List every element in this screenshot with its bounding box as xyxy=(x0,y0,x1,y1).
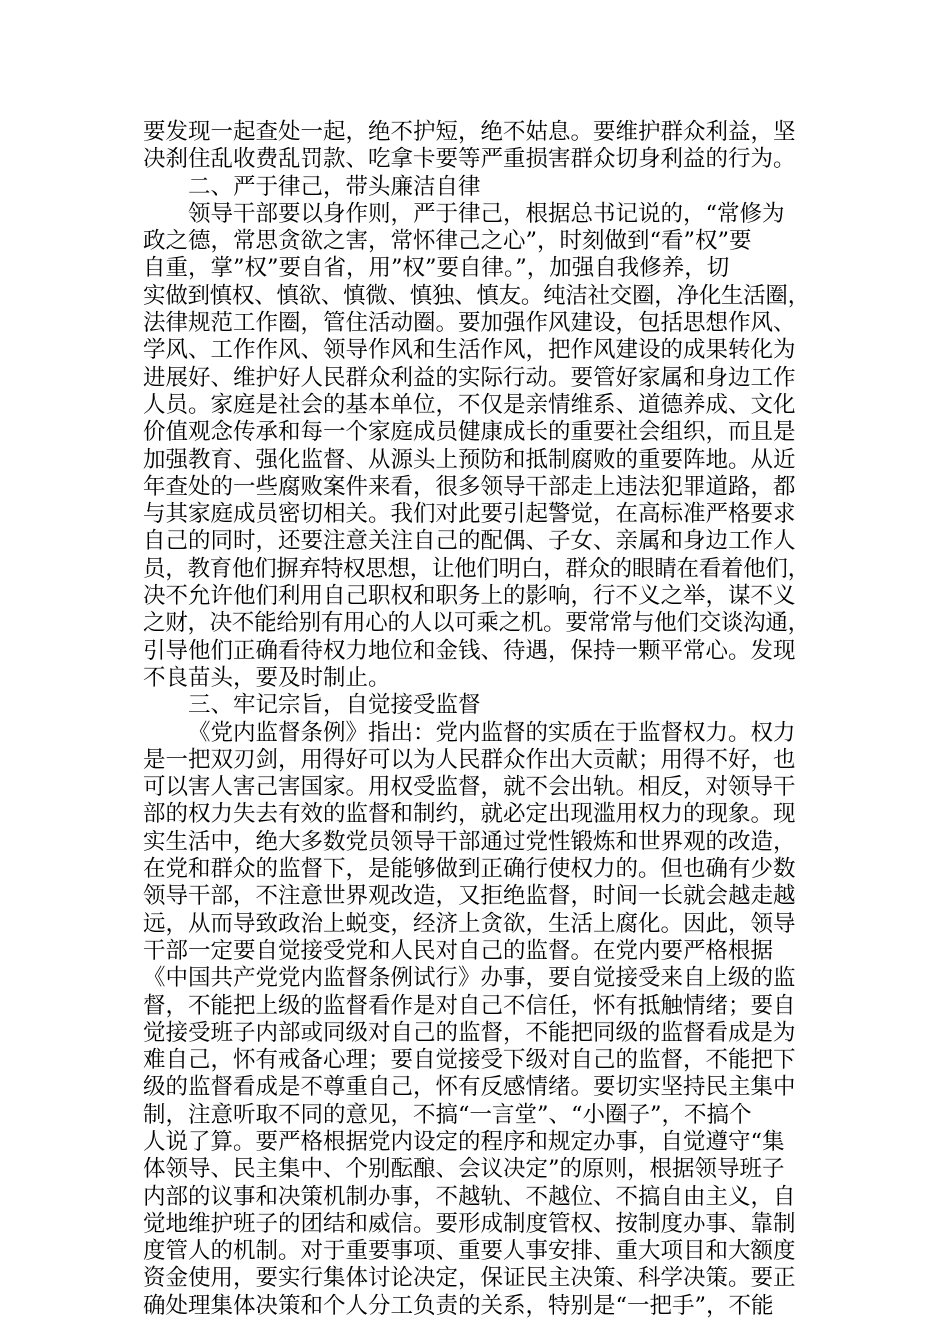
text-line: 在党和群众的监督下，是能够做到正确行使权力的。但也确有少数 xyxy=(143,856,796,883)
text-line: 自己的同时，还要注意关注自己的配偶、子女、亲属和身边工作人 xyxy=(143,528,796,555)
text-line: 体领导、民主集中、个别酝酿、会议决定”的原则，根据领导班子 xyxy=(143,1156,785,1183)
text-line: 员，教育他们摒弃特权思想，让他们明白，群众的眼睛在看着他们， xyxy=(143,555,810,582)
text-line: 领导干部要以身作则，严于律己，根据总书记说的，“常修为 xyxy=(188,200,785,227)
text-line: 决刹住乱收费乱罚款、吃拿卡要等严重损害群众切身利益的行为。 xyxy=(143,146,796,173)
text-line: 《党内监督条例》指出：党内监督的实质在于监督权力。权力 xyxy=(188,719,796,746)
text-line: 不良苗头，要及时制止。 xyxy=(143,664,391,691)
text-line: 法律规范工作圈，管住活动圈。要加强作风建设，包括思想作风、 xyxy=(143,310,796,337)
text-line: 之财，决不能给别有用心的人以可乘之机。要常常与他们交谈沟通， xyxy=(143,610,810,637)
text-line: 觉接受班子内部或同级对自己的监督，不能把同级的监督看成是为 xyxy=(143,1019,796,1046)
text-line: 与其家庭成员密切相关。我们对此要引起警觉，在高标准严格要求 xyxy=(143,501,796,528)
text-line: 部的权力失去有效的监督和制约，就必定出现滥用权力的现象。现 xyxy=(143,801,796,828)
text-line: 远，从而导致政治上蜕变，经济上贪欲，生活上腐化。因此，领导 xyxy=(143,910,796,937)
document-body xyxy=(143,119,813,1320)
text-line: 实做到慎权、慎欲、慎微、慎独、慎友。纯洁社交圈，净化生活圈， xyxy=(143,282,810,309)
text-line: 督，不能把上级的监督看作是对自己不信任，怀有抵触情绪；要自 xyxy=(143,992,796,1019)
text-line: 级的监督看成是不尊重自己，怀有反感情绪。要切实坚持民主集中 xyxy=(143,1074,796,1101)
text-line: 加强教育、强化监督、从源头上预防和抵制腐败的重要阵地。从近 xyxy=(143,446,796,473)
text-line: 进展好、维护好人民群众利益的实际行动。要管好家属和身边工作 xyxy=(143,364,796,391)
text-line: 要发现一起查处一起，绝不护短，绝不姑息。要维护群众利益，坚 xyxy=(143,119,796,145)
text-line: 确处理集体决策和个人分工负责的关系，特别是“一把手”，不能 xyxy=(143,1292,774,1319)
text-line: 学风、工作作风、领导作风和生活作风，把作风建设的成果转化为 xyxy=(143,337,796,364)
section-heading: 二、严于律己，带头廉洁自律 xyxy=(188,173,481,200)
text-line: 干部一定要自觉接受党和人民对自己的监督。在党内要严格根据 xyxy=(143,937,774,964)
text-line: 觉地维护班子的团结和威信。要形成制度管权、按制度办事、靠制 xyxy=(143,1210,796,1237)
text-line: 资金使用，要实行集体讨论决定，保证民主决策、科学决策。要正 xyxy=(143,1265,796,1292)
text-line: 度管人的机制。对于重要事项、重要人事安排、重大项目和大额度 xyxy=(143,1238,796,1265)
text-line: 是一把双刃剑，用得好可以为人民群众作出大贡献；用得不好，也 xyxy=(143,746,796,773)
text-line: 政之德，常思贪欲之害，常怀律己之心”，时刻做到“看”权”要 xyxy=(143,228,752,255)
text-line: 价值观念传承和每一个家庭成员健康成长的重要社会组织，而且是 xyxy=(143,419,796,446)
text-line: 难自己，怀有戒备心理；要自觉接受下级对自己的监督，不能把下 xyxy=(143,1047,796,1074)
text-line: 引导他们正确看待权力地位和金钱、待遇，保持一颗平常心。发现 xyxy=(143,637,796,664)
text-line: 制，注意听取不同的意见，不搞“一言堂”、“小圈子”，不搞个 xyxy=(143,1101,752,1128)
text-line: 年查处的一些腐败案件来看，很多领导干部走上违法犯罪道路，都 xyxy=(143,473,796,500)
text-line: 内部的议事和决策机制办事，不越轨、不越位、不搞自由主义，自 xyxy=(143,1183,796,1210)
text-line: 实生活中，绝大多数党员领导干部通过党性锻炼和世界观的改造， xyxy=(143,828,796,855)
text-line: 可以害人害己害国家。用权受监督，就不会出轨。相反，对领导干 xyxy=(143,774,796,801)
text-line: 自重，掌”权”要自省，用”权”要自律。”，加强自我修养，切 xyxy=(143,255,730,282)
text-line: 《中国共产党党内监督条例试行》办事，要自觉接受来自上级的监 xyxy=(143,965,796,992)
text-line: 人员。家庭是社会的基本单位，不仅是亲情维系、道德养成、文化 xyxy=(143,391,796,418)
text-line: 领导干部，不注意世界观改造，又拒绝监督，时间一长就会越走越 xyxy=(143,883,796,910)
text-line: 人说了算。要严格根据党内设定的程序和规定办事，自觉遵守“集 xyxy=(143,1128,785,1155)
section-heading: 三、牢记宗旨，自觉接受监督 xyxy=(188,692,481,719)
text-line: 决不允许他们利用自己职权和职务上的影响，行不义之举，谋不义 xyxy=(143,583,796,610)
